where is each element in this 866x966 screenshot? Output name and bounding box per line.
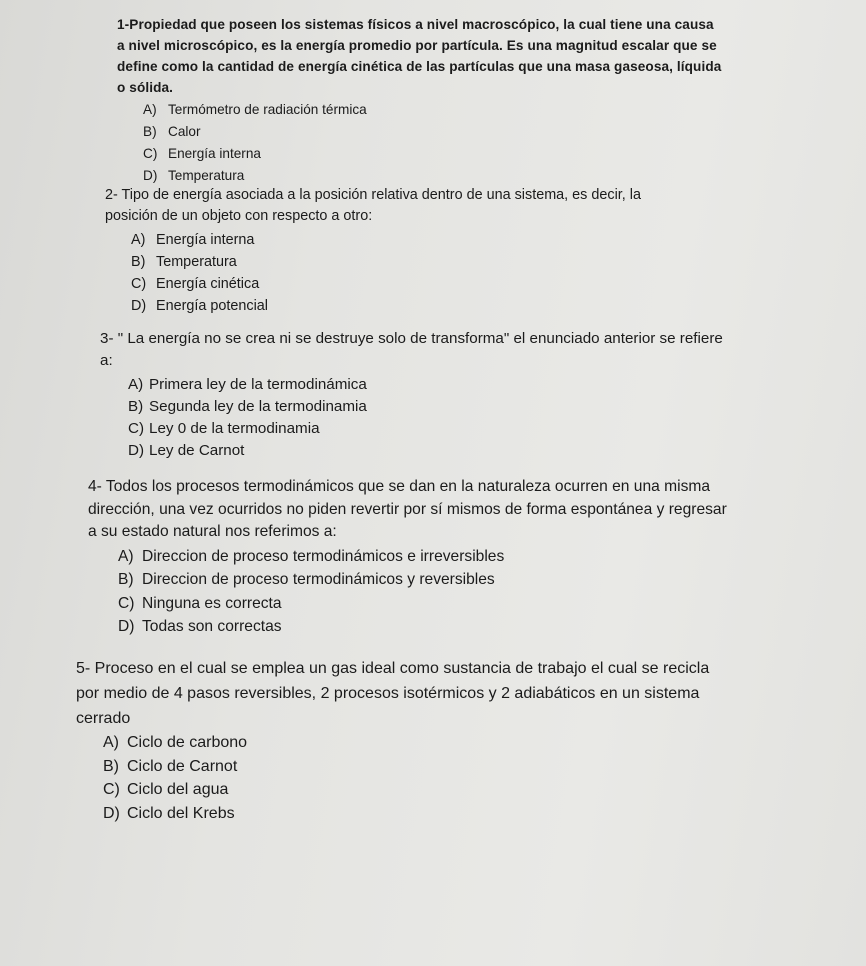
option-letter: D) bbox=[131, 298, 147, 314]
stem-line: a: bbox=[100, 352, 113, 369]
question-4 bbox=[88, 476, 858, 639]
option-text: Primera ley de la termodinámica bbox=[149, 376, 367, 393]
stem-line: a nivel microscópico, es la energía promedio por partícula. Es una magnitud escalar que se bbox=[117, 38, 717, 53]
option-text: Calor bbox=[168, 124, 201, 139]
option-text: Temperatura bbox=[168, 168, 245, 183]
option-text: Temperatura bbox=[156, 254, 237, 270]
option-letter: D) bbox=[143, 168, 158, 183]
option-a bbox=[118, 545, 858, 569]
option-d bbox=[131, 295, 845, 317]
option-letter: D) bbox=[118, 618, 135, 635]
question-1-options bbox=[143, 99, 857, 187]
option-d bbox=[128, 440, 850, 462]
question-3 bbox=[100, 328, 850, 462]
question-2 bbox=[105, 185, 845, 317]
option-letter: B) bbox=[103, 757, 119, 775]
option-letter: A) bbox=[118, 547, 134, 565]
question-5-options bbox=[103, 731, 856, 825]
option-letter: B) bbox=[131, 254, 146, 270]
stem-line: 2- Tipo de energía asociada a la posición relativa dentro de una sistema, es decir, la bbox=[105, 187, 641, 203]
question-5-stem bbox=[76, 656, 856, 731]
option-c bbox=[128, 418, 850, 440]
option-b bbox=[131, 251, 845, 273]
option-a bbox=[128, 374, 850, 396]
option-text: Ninguna es correcta bbox=[142, 594, 282, 612]
option-c bbox=[131, 273, 845, 295]
option-text: Ciclo del Krebs bbox=[127, 804, 235, 822]
stem-line: 1-Propiedad que poseen los sistemas físicos a nivel macroscópico, la cual tiene una causa bbox=[117, 17, 714, 32]
option-letter: D) bbox=[128, 442, 145, 459]
option-b bbox=[128, 396, 850, 418]
option-text: Ley de Carnot bbox=[149, 442, 245, 459]
question-4-stem bbox=[88, 476, 858, 544]
option-text: Termómetro de radiación térmica bbox=[168, 102, 367, 117]
option-letter: C) bbox=[128, 420, 145, 437]
question-1-stem bbox=[117, 14, 857, 98]
option-text: Ciclo de carbono bbox=[127, 734, 248, 751]
stem-line: cerrado bbox=[76, 710, 131, 727]
stem-line: 5- Proceso en el cual se emplea un gas ideal como sustancia de trabajo el cual se recicla bbox=[76, 660, 710, 677]
option-letter: B) bbox=[143, 124, 157, 139]
option-d bbox=[103, 802, 856, 826]
stem-line: 3- " La energía no se crea ni se destruye solo de transforma" el enunciado anterior se refiere bbox=[100, 330, 723, 347]
stem-line: posición de un objeto con respecto a otro: bbox=[105, 208, 373, 224]
option-text: Direccion de proceso termodinámicos e irreversibles bbox=[142, 547, 505, 565]
question-3-stem bbox=[100, 328, 850, 372]
option-text: Todas son correctas bbox=[142, 618, 282, 635]
stem-line: por medio de 4 pasos reversibles, 2 procesos isotérmicos y 2 adiabáticos en un sistema bbox=[76, 685, 700, 702]
question-2-stem bbox=[105, 185, 845, 227]
option-text: Ley 0 de la termodinamia bbox=[149, 420, 320, 437]
option-b bbox=[143, 121, 857, 143]
option-text: Energía cinética bbox=[156, 276, 260, 292]
option-letter: C) bbox=[143, 146, 158, 161]
option-letter: A) bbox=[128, 376, 144, 393]
option-letter: A) bbox=[131, 232, 146, 248]
question-2-options bbox=[131, 229, 845, 317]
option-text: Ciclo de Carnot bbox=[127, 757, 238, 775]
option-letter: B) bbox=[118, 571, 134, 588]
question-3-options bbox=[128, 374, 850, 462]
option-a bbox=[143, 99, 857, 121]
option-b bbox=[103, 755, 856, 779]
question-4-options bbox=[118, 545, 858, 639]
option-letter: C) bbox=[118, 594, 135, 612]
option-text: Energía interna bbox=[168, 146, 261, 161]
stem-line: 4- Todos los procesos termodinámicos que se dan en la naturaleza ocurren en una misma bbox=[88, 478, 711, 495]
option-a bbox=[103, 731, 856, 755]
stem-line: dirección, una vez ocurridos no piden revertir por sí mismos de forma espontánea y regresar bbox=[88, 500, 727, 518]
stem-line: a su estado natural nos referimos a: bbox=[88, 523, 337, 540]
option-c bbox=[118, 592, 858, 616]
option-text: Segunda ley de la termodinamia bbox=[149, 398, 367, 415]
question-5 bbox=[76, 656, 856, 825]
option-b bbox=[118, 568, 858, 592]
option-letter: A) bbox=[143, 102, 157, 117]
stem-line: o sólida. bbox=[117, 80, 174, 95]
option-text: Energía interna bbox=[156, 232, 255, 248]
option-d bbox=[118, 615, 858, 639]
option-c bbox=[103, 778, 856, 802]
option-letter: A) bbox=[103, 734, 119, 751]
option-letter: C) bbox=[103, 781, 120, 798]
question-1 bbox=[117, 14, 857, 187]
option-text: Ciclo del agua bbox=[127, 781, 229, 798]
option-a bbox=[131, 229, 845, 251]
option-d bbox=[143, 165, 857, 187]
option-letter: D) bbox=[103, 804, 120, 822]
option-c bbox=[143, 143, 857, 165]
option-letter: B) bbox=[128, 398, 144, 415]
stem-line: define como la cantidad de energía cinética de las partículas que una masa gaseosa, líquida bbox=[117, 59, 722, 74]
option-text: Direccion de proceso termodinámicos y reversibles bbox=[142, 571, 495, 588]
option-text: Energía potencial bbox=[156, 298, 269, 314]
option-letter: C) bbox=[131, 276, 147, 292]
